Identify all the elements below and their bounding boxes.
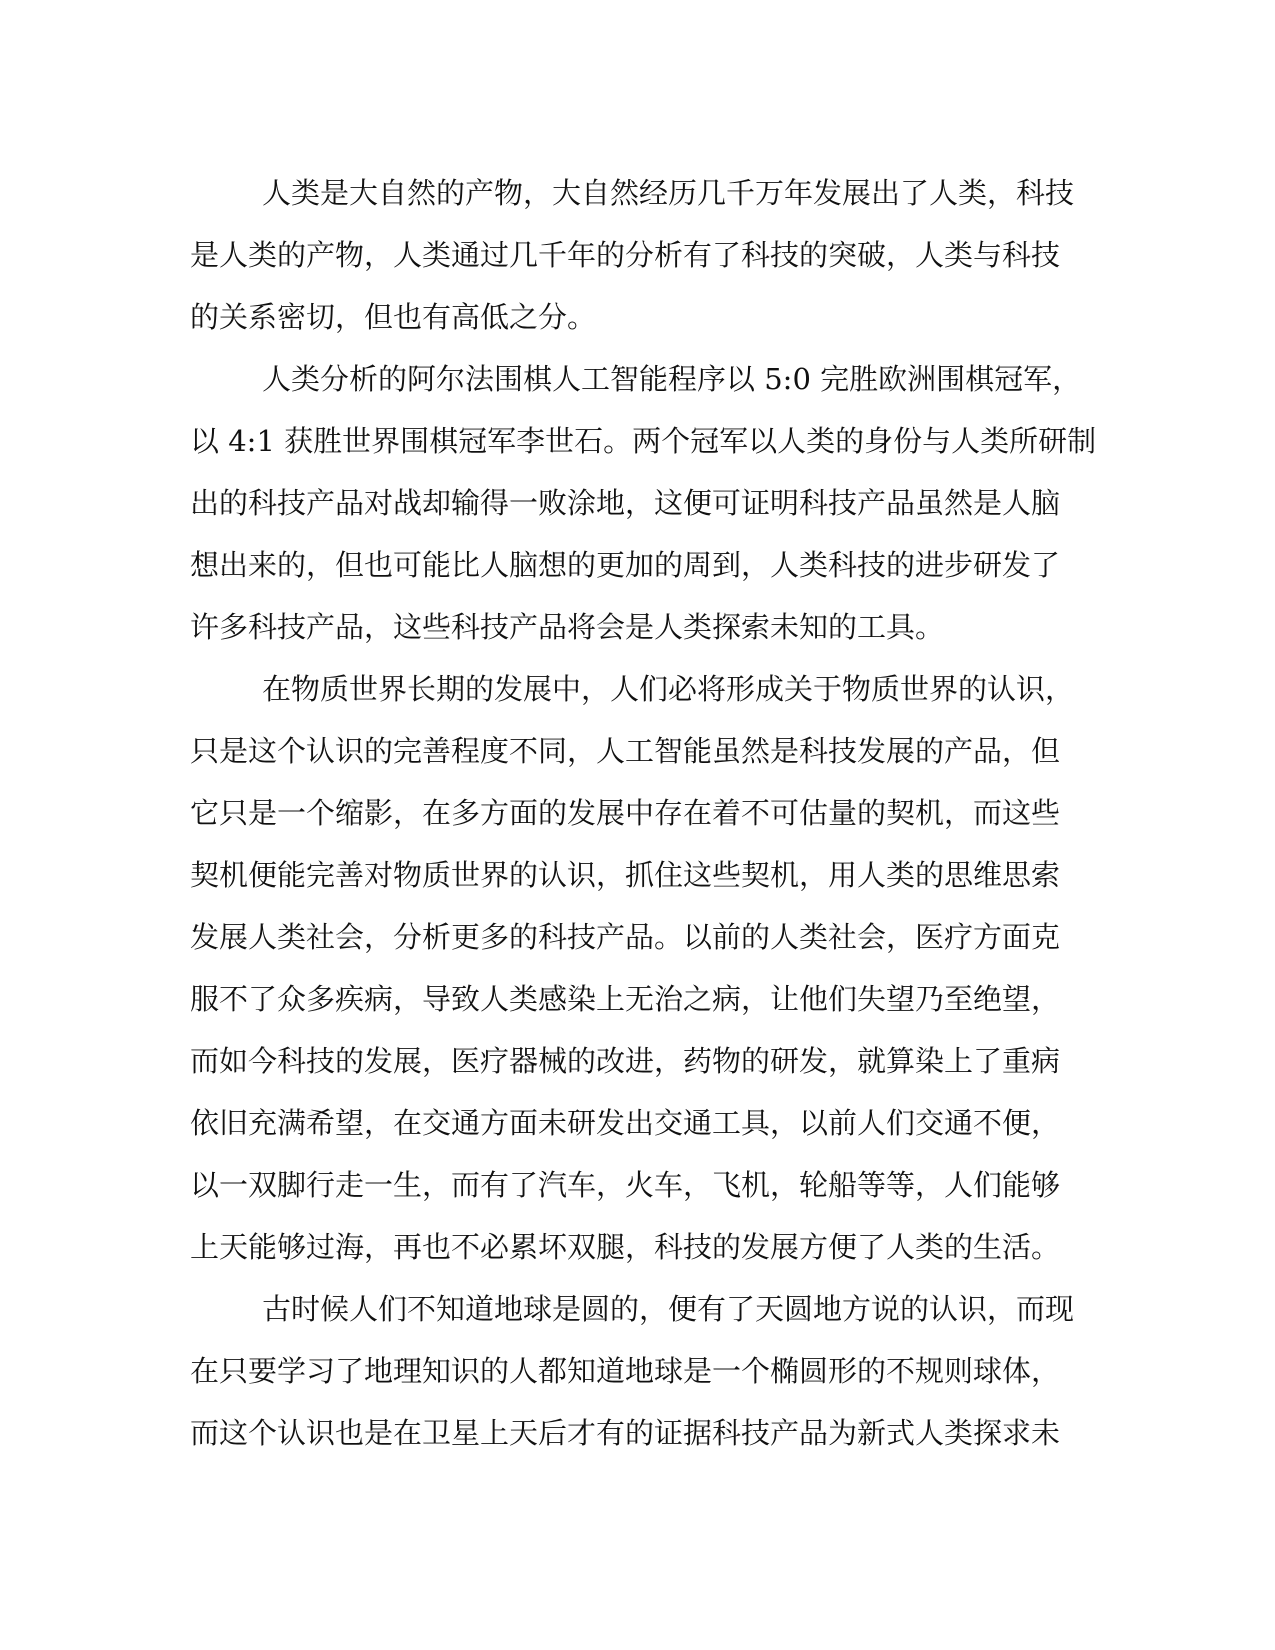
text-line: 只是这个认识的完善程度不同，人工智能虽然是科技发展的产品，但 <box>190 734 1061 768</box>
text-line: 想出来的，但也可能比人脑想的更加的周到，人类科技的进步研发了 <box>190 548 1061 582</box>
body-text <box>190 162 1097 1464</box>
text-line: 服不了众多疾病，导致人类感染上无治之病，让他们失望乃至绝望， <box>190 982 1061 1016</box>
text-line: 而如今科技的发展，医疗器械的改进，药物的研发，就算染上了重病 <box>190 1044 1061 1078</box>
paragraph-4 <box>190 1278 1075 1464</box>
text-line: 古时候人们不知道地球是圆的，便有了天圆地方说的认识，而现 <box>262 1292 1075 1326</box>
text-line: 依旧充满希望，在交通方面未研发出交通工具，以前人们交通不便， <box>190 1106 1061 1140</box>
text-line: 以 4:1 获胜世界围棋冠军李世石。两个冠军以人类的身份与人类所研制 <box>190 424 1097 458</box>
paragraph-1 <box>190 162 1075 348</box>
text-line: 发展人类社会，分析更多的科技产品。以前的人类社会，医疗方面克 <box>190 920 1061 954</box>
text-line: 契机便能完善对物质世界的认识，抓住这些契机，用人类的思维思索 <box>190 858 1061 892</box>
text-line: 是人类的产物，人类通过几千年的分析有了科技的突破，人类与科技 <box>190 238 1061 272</box>
text-line: 在物质世界长期的发展中，人们必将形成关于物质世界的认识， <box>262 672 1075 706</box>
text-line: 上天能够过海，再也不必累坏双腿，科技的发展方便了人类的生活。 <box>190 1230 1061 1264</box>
text-line: 人类分析的阿尔法围棋人工智能程序以 5:0 完胜欧洲围棋冠军， <box>262 362 1082 396</box>
text-line: 许多科技产品，这些科技产品将会是人类探索未知的工具。 <box>190 610 945 644</box>
text-line: 而这个认识也是在卫星上天后才有的证据科技产品为新式人类探求未 <box>190 1416 1061 1450</box>
text-line: 在只要学习了地理知识的人都知道地球是一个椭圆形的不规则球体， <box>190 1354 1061 1388</box>
text-line: 的关系密切，但也有高低之分。 <box>190 300 597 334</box>
paragraph-3 <box>190 658 1075 1278</box>
paragraph-2 <box>190 348 1097 658</box>
text-line: 人类是大自然的产物，大自然经历几千万年发展出了人类，科技 <box>262 176 1075 210</box>
text-line: 它只是一个缩影，在多方面的发展中存在着不可估量的契机，而这些 <box>190 796 1061 830</box>
text-line: 以一双脚行走一生，而有了汽车，火车，飞机，轮船等等，人们能够 <box>190 1168 1061 1202</box>
text-line: 出的科技产品对战却输得一败涂地，这便可证明科技产品虽然是人脑 <box>190 486 1061 520</box>
